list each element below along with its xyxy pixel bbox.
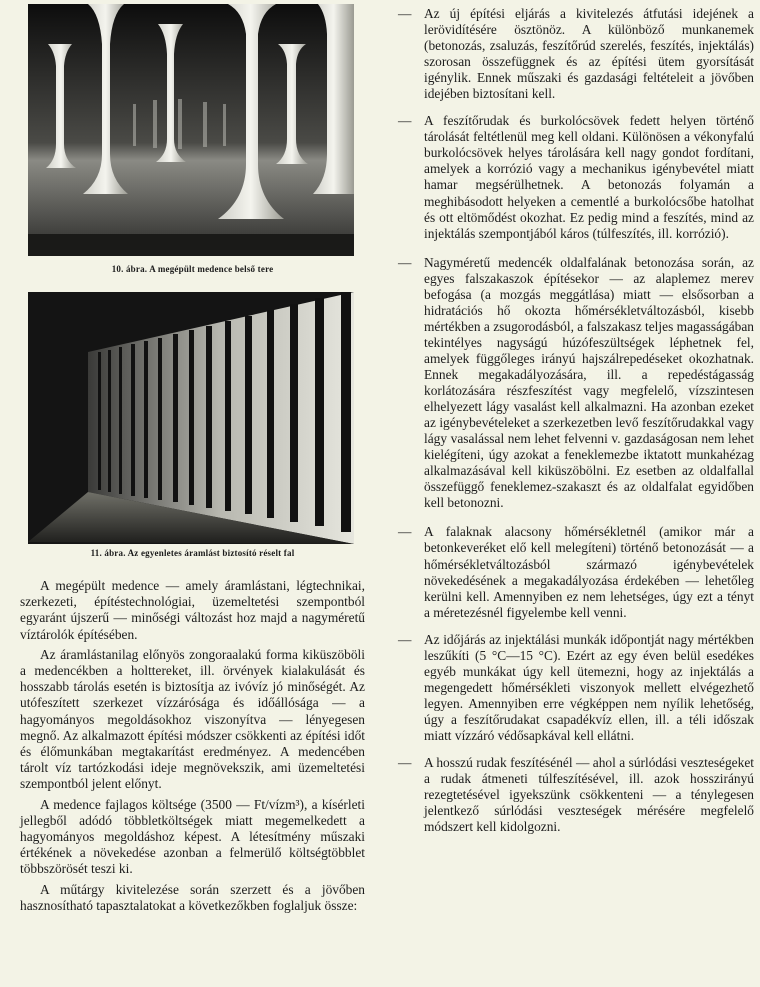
bullet-list: [384, 6, 754, 846]
list-item-text: A hosszú rudak feszítésénél — ahol a súrlódási veszteségeket a rudak átmeneti túlfeszítésével, ill. azok hosszirányú rezegtetésével igyekszünk csökkenteni — a ténylegesen jelentkező súrlódási veszteségek mérésére megfelelő módszert kell kidolgozni.: [424, 755, 754, 835]
list-item-text: A falaknak alacsony hőmérsékletnél (amikor már a betonkeveréket elő kell melegíteni) történő betonozását — a hőmérsékletváltozásból származó igénybevételek növekedésének a megakadályozása érdekében — lehetőleg kerülni kell. Amennyiben ez nem lehetséges, úgy ezt a tényt a méretezésnél figyelembe kell venni.: [424, 524, 754, 620]
slotted-wall-image: [28, 292, 354, 544]
list-item-text: A feszítőrudak és burkolócsövek fedett helyen történő tárolását feltétlenül meg kell oldani. Különösen a vékonyfalú burkolócsövek helyes tárolására kell nagy gondot fordítani, amelyek a korrózió vagy a mechanikus igénybevétel miatt hamar megsérülhetnek. A betonozás folyamán a meghibásodott helyeken a cementlé a burkolócsőbe hatolhat és ott eltömődést okozhat. Ez pedig mind a feszítés, mind az injektálás szempontjából káros (túlfeszítés, ill. korrózió).: [424, 113, 754, 241]
figure-10-caption: 10. ábra. A megépült medence belső tere: [111, 264, 274, 274]
right-column: [384, 0, 754, 987]
paragraph: A megépült medence — amely áramlástani, légtechnikai, szerkezeti, építéstechnológiai, üzemeltetési szempontból egyaránt újszerű — minőségi változást hoz majd a nagyméretű víztárolók építésében.: [20, 578, 365, 642]
bullet-dash: —: [398, 254, 412, 270]
paragraph: A műtárgy kivitelezése során szerzett és a jövőben hasznosítható tapasztalatokat a következőkben foglaljuk össze:: [20, 881, 365, 913]
list-item: [384, 255, 754, 512]
list-item: [384, 632, 754, 744]
paragraph: Az áramlástanilag előnyös zongoraalakú forma kiküszöböli a medencékben a holttereket, ill. örvények kialakulását és hosszabb tárolás esetén is biztosítja az ivóvíz jó minőségét. Az utófeszített szerkezet vízzárósága és időállósága — a hagyományos megoldásokhoz viszonyítva — lényegesen megnő. Az alkalmazott építési módszer csökkenti az építési időt és élőmunkában megtakarítást eredményez. A medencében tárolt víz tartózkodási ideje megnövekszik, ami üzemeltetési szempontból jelent előnyt.: [20, 646, 365, 792]
bullet-dash: —: [398, 6, 412, 21]
left-body-text: [20, 578, 365, 918]
list-item-text: Az időjárás az injektálási munkák időpontját nagy mértékben leszűkíti (5 °C—15 °C). Ezért az egy éven belül esedékes egyéb munkákat úgy kell ütemezni, hogy az injektálás a megengedett hőmérsékleti viszonyok mellett elvégezhető legyen. Amennyiben erre végképpen nem nyílik lehetőség, úgy a feszítőrudakat csapadékvíz ellen, ill. a téli időszak miatt vízzáró védősapkával kell ellátni.: [424, 631, 754, 743]
bullet-dash: —: [398, 113, 412, 129]
bullet-dash: —: [398, 631, 412, 647]
basin-interior-image: [28, 4, 354, 256]
figure-11-caption: 11. ábra. Az egyenletes áramlást biztosító réselt fal: [90, 548, 295, 558]
figure-11-photo: [28, 292, 354, 544]
bullet-dash: —: [398, 524, 412, 540]
figure-10-photo: [28, 4, 354, 256]
bullet-dash: —: [398, 755, 412, 771]
list-item: [384, 755, 754, 835]
left-column: [20, 0, 365, 987]
list-item: [384, 6, 754, 102]
list-item: [384, 524, 754, 620]
list-item-text: Az új építési eljárás a kivitelezés átfutási idejének a lerövidítésére ösztönöz. A különböző munkanemek (betonozás, zsaluzás, feszítőrúd szerelés, feszítés, injektálás) szorosan összefüggnek és az építési ütem gyorsítását igénylik. Ennek műszaki és gazdasági feltételeit a jövőben idejében biztosítani kell.: [424, 6, 754, 102]
list-item-text: Nagyméretű medencék oldalfalának betonozása során, az egyes falszakaszok építésekor — az alaplemez merev befogása (a mozgás meggátlása) miatt — elsősorban a hidratációs hő okozta hőmérsékletváltozásból, kisebb mértékben a zsugorodásból, a falszakasz teljes magasságában tekintélyes nagyságú húzófeszültségek léphetnek fel, amelyek függőleges irányú hajszálrepedéseket okozhatnak. Ennek megakadályozására, ill. a repedéstágasság korlátozására részfeszítést vagy megfelelő, vízszintesen elhelyezett lágy vasalást kell alkalmazni. Ha azonban ezeket az igénybevételeket a szerkezetben levő feszítőrudakkal vagy lágy vasalással nem lehet felvenni v. gazdaságosan nem lehet kielégíteni, úgy azokat a feneklemezbe iktatott munkahézag alkalmazásával kell kiküszöbölni. Ez esetben az oldalfallal összefüggő feneklemez-szakaszt és az oldalfalat egyidőben kell betonozni.: [424, 254, 754, 511]
paragraph: A medence fajlagos költsége (3500 — Ft/vízm³), a kísérleti jellegből adódó többletköltségek miatt megemelkedett a hagyományos megoldáshoz képest. A létesítmény műszaki értékének a növekedése azonban a felmerülő költségtöbblet többszörösét teszi ki.: [20, 796, 365, 877]
list-item: [384, 113, 754, 241]
